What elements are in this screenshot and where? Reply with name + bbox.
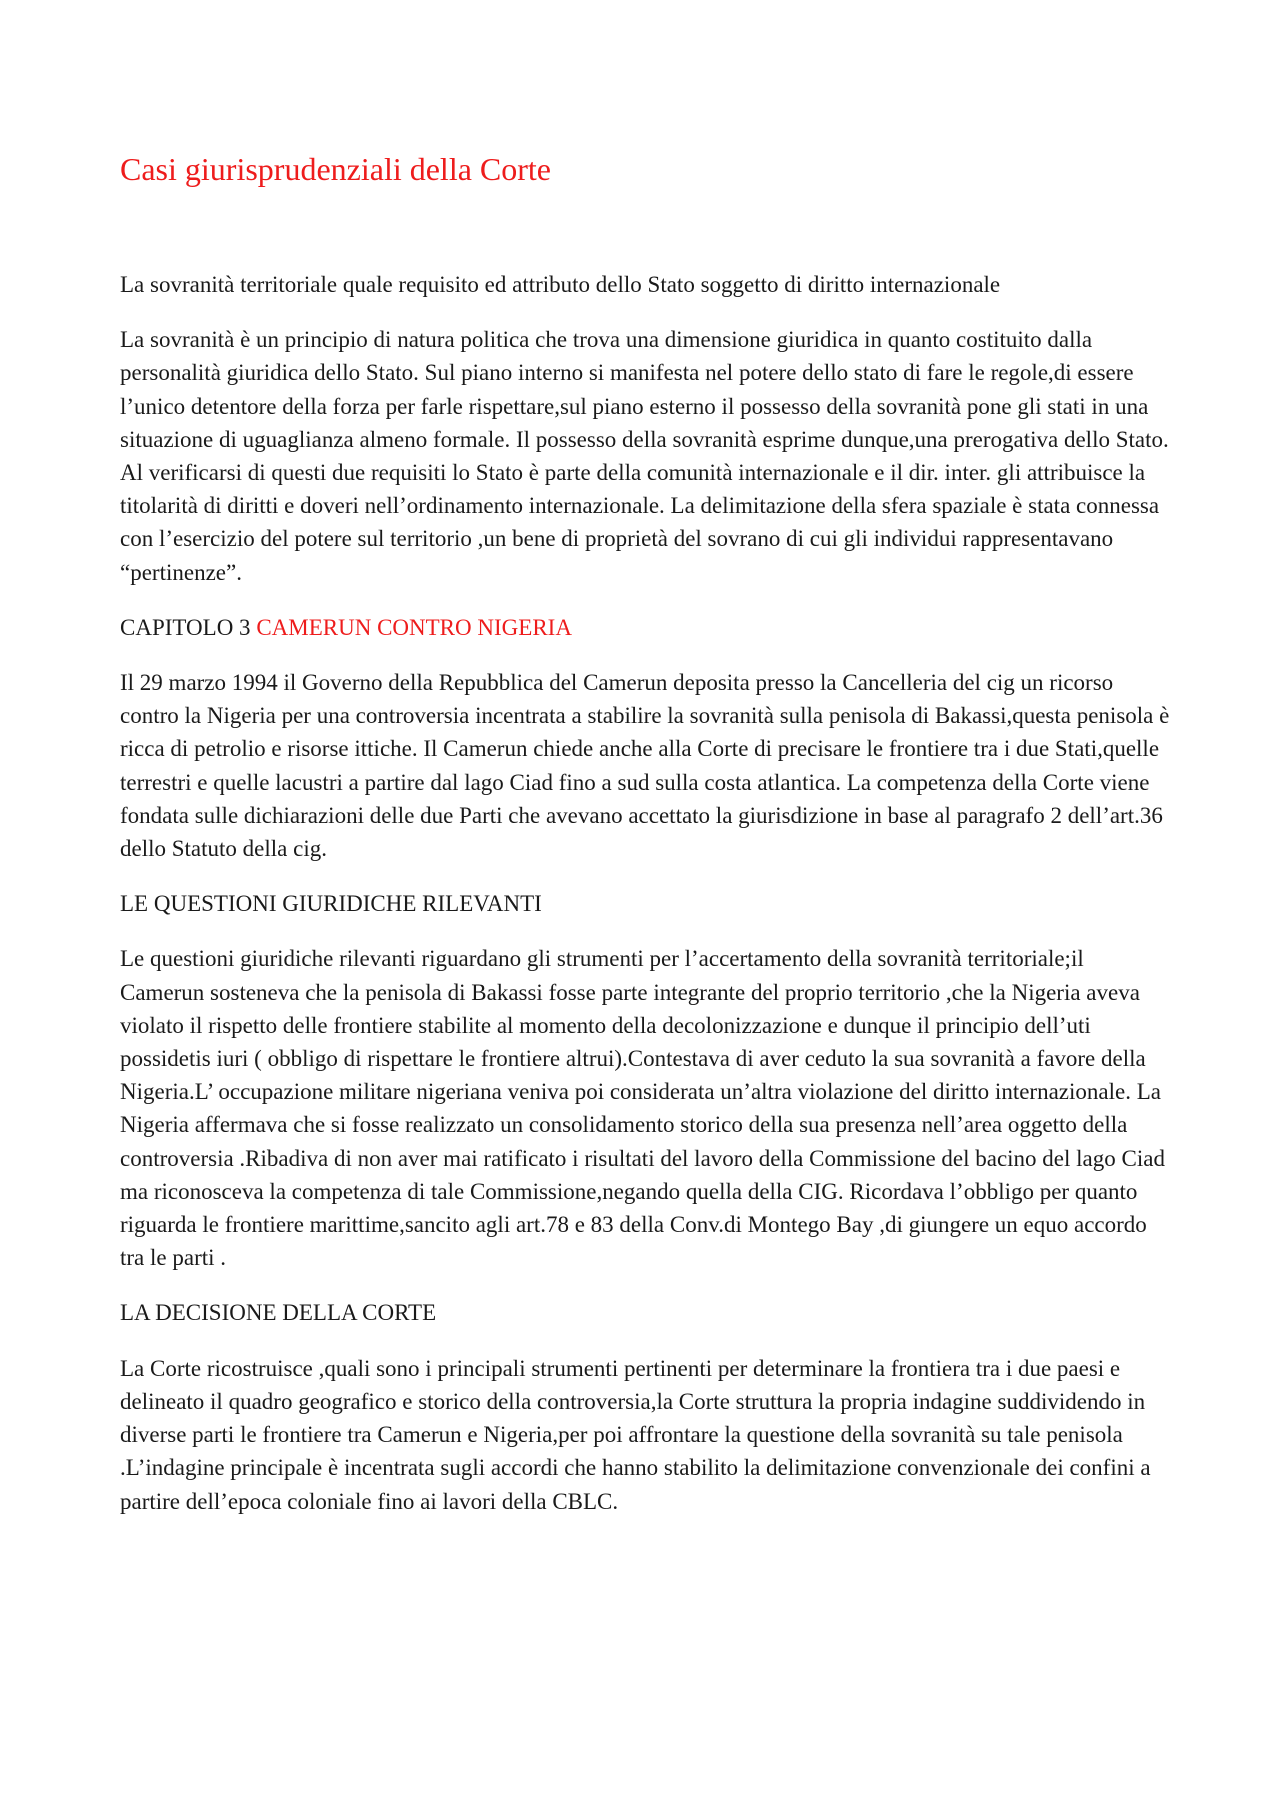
section-heading-questions: LE QUESTIONI GIURIDICHE RILEVANTI bbox=[120, 891, 542, 917]
chapter-heading bbox=[120, 611, 1170, 644]
intro-heading: La sovranità territoriale quale requisito ed attributo dello Stato soggetto di diritto internazionale bbox=[120, 272, 1001, 297]
section-heading-decision: LA DECISIONE DELLA CORTE bbox=[120, 1300, 437, 1326]
chapter-title: CAMERUN CONTRO NIGERIA bbox=[256, 614, 572, 640]
paragraph-court-decision: La Corte ricostruisce ,quali sono i principali strumenti pertinenti per determinare la frontiera tra i due paesi e delineato il quadro geografico e storico della controversia,la Corte struttura la propria indagine suddividendo in diverse parti le frontiere tra Camerun e Nigeria,per poi affrontare la questione della sovranità su tale penisola .L’indagine principale è incentrata sugli accordi che hanno stabilito la delimitazione convenzionale dei confini a partire dell’epoca coloniale fino ai lavori della CBLC. bbox=[120, 1355, 1151, 1514]
paragraph-sovereignty: La sovranità è un principio di natura politica che trova una dimensione giuridica in quanto costituito dalla personalità giuridica dello Stato. Sul piano interno si manifesta nel potere dello stato di fare le regole,di essere l’unico detentore della forza per farle rispettare,sul piano esterno il possesso della sovranità pone gli stati in una situazione di uguaglianza almeno formale. Il possesso della sovranità esprime dunque,una prerogativa dello Stato. Al verificarsi di questi due requisiti lo Stato è parte della comunità internazionale e il dir. inter. gli attribuisce la titolarità di diritti e doveri nell’ordinamento internazionale. La delimitazione della sfera spaziale è stata connessa con l’esercizio del potere sul territorio ,un bene di proprietà del sovrano di cui gli individui rappresentavano “pertinenze”. bbox=[120, 327, 1169, 585]
document-title: Casi giurisprudenziali della Corte bbox=[120, 151, 551, 187]
paragraph-case-facts: Il 29 marzo 1994 il Governo della Repubblica del Camerun deposita presso la Cancelleria del cig un ricorso contro la Nigeria per una controversia incentrata a stabilire la sovranità sulla penisola di Bakassi,questa penisola è ricca di petrolio e risorse ittiche. Il Camerun chiede anche alla Corte di precisare le frontiere tra i due Stati,quelle terrestri e quelle lacustri a partire dal lago Ciad fino a sud sulla costa atlantica. La competenza della Corte viene fondata sulle dichiarazioni delle due Parti che avevano accettato la giurisdizione in base al paragrafo 2 dell’art.36 dello Statuto della cig. bbox=[120, 670, 1170, 862]
chapter-label: CAPITOLO 3 bbox=[120, 614, 251, 640]
document-body bbox=[120, 268, 1170, 1540]
paragraph-legal-questions: Le questioni giuridiche rilevanti riguardano gli strumenti per l’accertamento della sovranità territoriale;il Camerun sosteneva che la penisola di Bakassi fosse parte integrante del proprio territorio ,che la Nigeria aveva violato il rispetto delle frontiere stabilite al momento della decolonizzazione e dunque il principio dell’uti possidetis iuri ( obbligo di rispettare le frontiere altrui).Contestava di aver ceduto la sua sovranità a favore della Nigeria.L’ occupazione militare nigeriana veniva poi considerata un’altra violazione del diritto internazionale. La Nigeria affermava che si fosse realizzato un consolidamento storico della sua presenza nell’area oggetto della controversia .Ribadiva di non aver mai ratificato i risultati del lavoro della Commissione del bacino del lago Ciad ma riconosceva la competenza di tale Commissione,negando quella della CIG. Ricordava l’obbligo per quanto riguarda le frontiere marittime,sancito agli art.78 e 83 della Conv.di Montego Bay ,di giungere un equo accordo tra le parti . bbox=[120, 946, 1165, 1271]
